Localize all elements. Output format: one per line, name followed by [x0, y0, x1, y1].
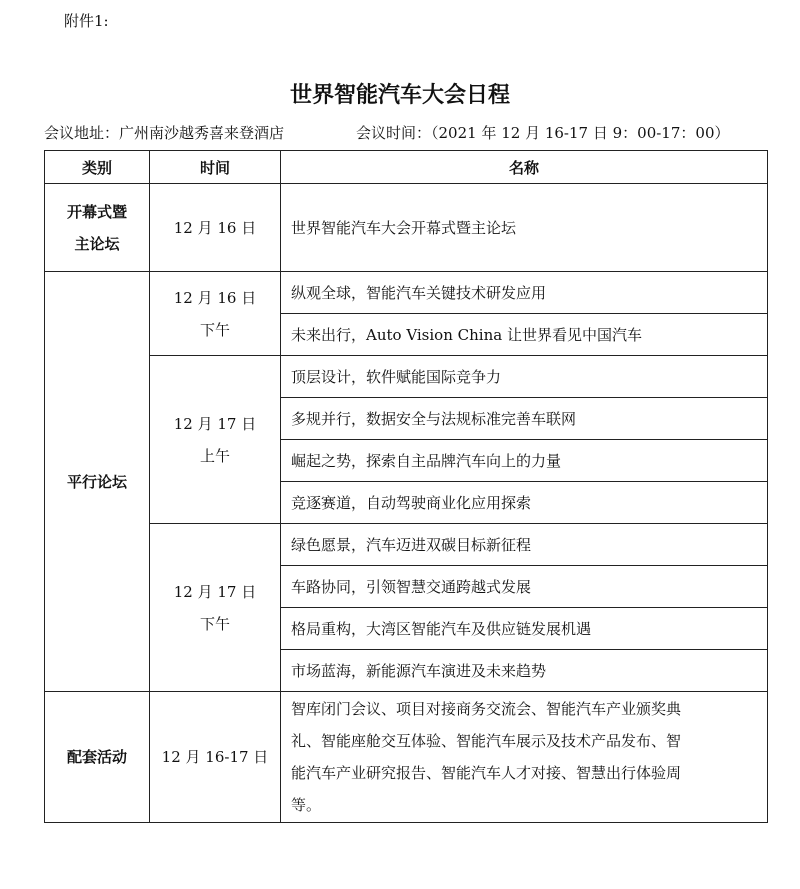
event-name: 崛起之势，探索自主品牌汽车向上的力量 — [281, 440, 768, 482]
event-name: 顶层设计，软件赋能国际竞争力 — [281, 356, 768, 398]
time-date: 12 月 17 日 — [173, 582, 257, 601]
table-row — [45, 524, 768, 566]
table-row — [45, 692, 768, 823]
event-name: 竞逐赛道，自动驾驶商业化应用探索 — [281, 482, 768, 524]
time-cell — [150, 524, 281, 692]
event-name: 市场蓝海，新能源汽车演进及未来趋势 — [281, 650, 768, 692]
category-support: 配套活动 — [45, 692, 150, 823]
event-name: 纵观全球，智能汽车关键技术研发应用 — [281, 272, 768, 314]
page-title: 世界智能汽车大会日程 — [289, 83, 510, 108]
event-name: 车路协同，引领智慧交通跨越式发展 — [281, 566, 768, 608]
event-name-line: 智库闭门会议、项目对接商务交流会、智能汽车产业颁奖典 — [291, 700, 682, 718]
header-category: 类别 — [45, 151, 150, 184]
event-name-line: 能汽车产业研究报告、智能汽车人才对接、智慧出行体验周 — [291, 764, 682, 782]
category-line: 主论坛 — [74, 234, 120, 253]
time-cell — [150, 356, 281, 524]
time-date: 12 月 16 日 — [173, 288, 257, 307]
event-name — [281, 692, 768, 823]
header-name: 名称 — [281, 151, 768, 184]
time-period: 下午 — [199, 614, 230, 633]
event-name: 世界智能汽车大会开幕式暨主论坛 — [281, 184, 768, 272]
table-header-row — [45, 151, 768, 184]
event-name: 未来出行，Auto Vision China 让世界看见中国汽车 — [281, 314, 768, 356]
header-time: 时间 — [150, 151, 281, 184]
table-row — [45, 356, 768, 398]
meeting-address: 会议地址：广州南沙越秀喜来登酒店 — [44, 124, 285, 142]
category-parallel: 平行论坛 — [45, 272, 150, 692]
event-name-line: 礼、智能座舱交互体验、智能汽车展示及技术产品发布、智 — [291, 732, 682, 750]
category-line: 开幕式暨 — [66, 202, 127, 221]
schedule-table — [44, 150, 768, 823]
event-name-line: 等。 — [291, 796, 322, 814]
attachment-label: 附件1: — [64, 12, 109, 30]
time-period: 上午 — [199, 446, 230, 465]
table-row — [45, 184, 768, 272]
event-name: 绿色愿景，汽车迈进双碳目标新征程 — [281, 524, 768, 566]
table-row — [45, 272, 768, 314]
time-cell — [150, 272, 281, 356]
event-name: 多规并行，数据安全与法规标准完善车联网 — [281, 398, 768, 440]
time-cell: 12 月 16-17 日 — [150, 692, 281, 823]
time-period: 下午 — [199, 320, 230, 339]
meeting-time: 会议时间：（2021 年 12 月 16-17 日 9：00-17：00） — [356, 124, 730, 142]
time-cell: 12 月 16 日 — [150, 184, 281, 272]
category-opening — [45, 184, 150, 272]
time-date: 12 月 17 日 — [173, 414, 257, 433]
event-name: 格局重构，大湾区智能汽车及供应链发展机遇 — [281, 608, 768, 650]
